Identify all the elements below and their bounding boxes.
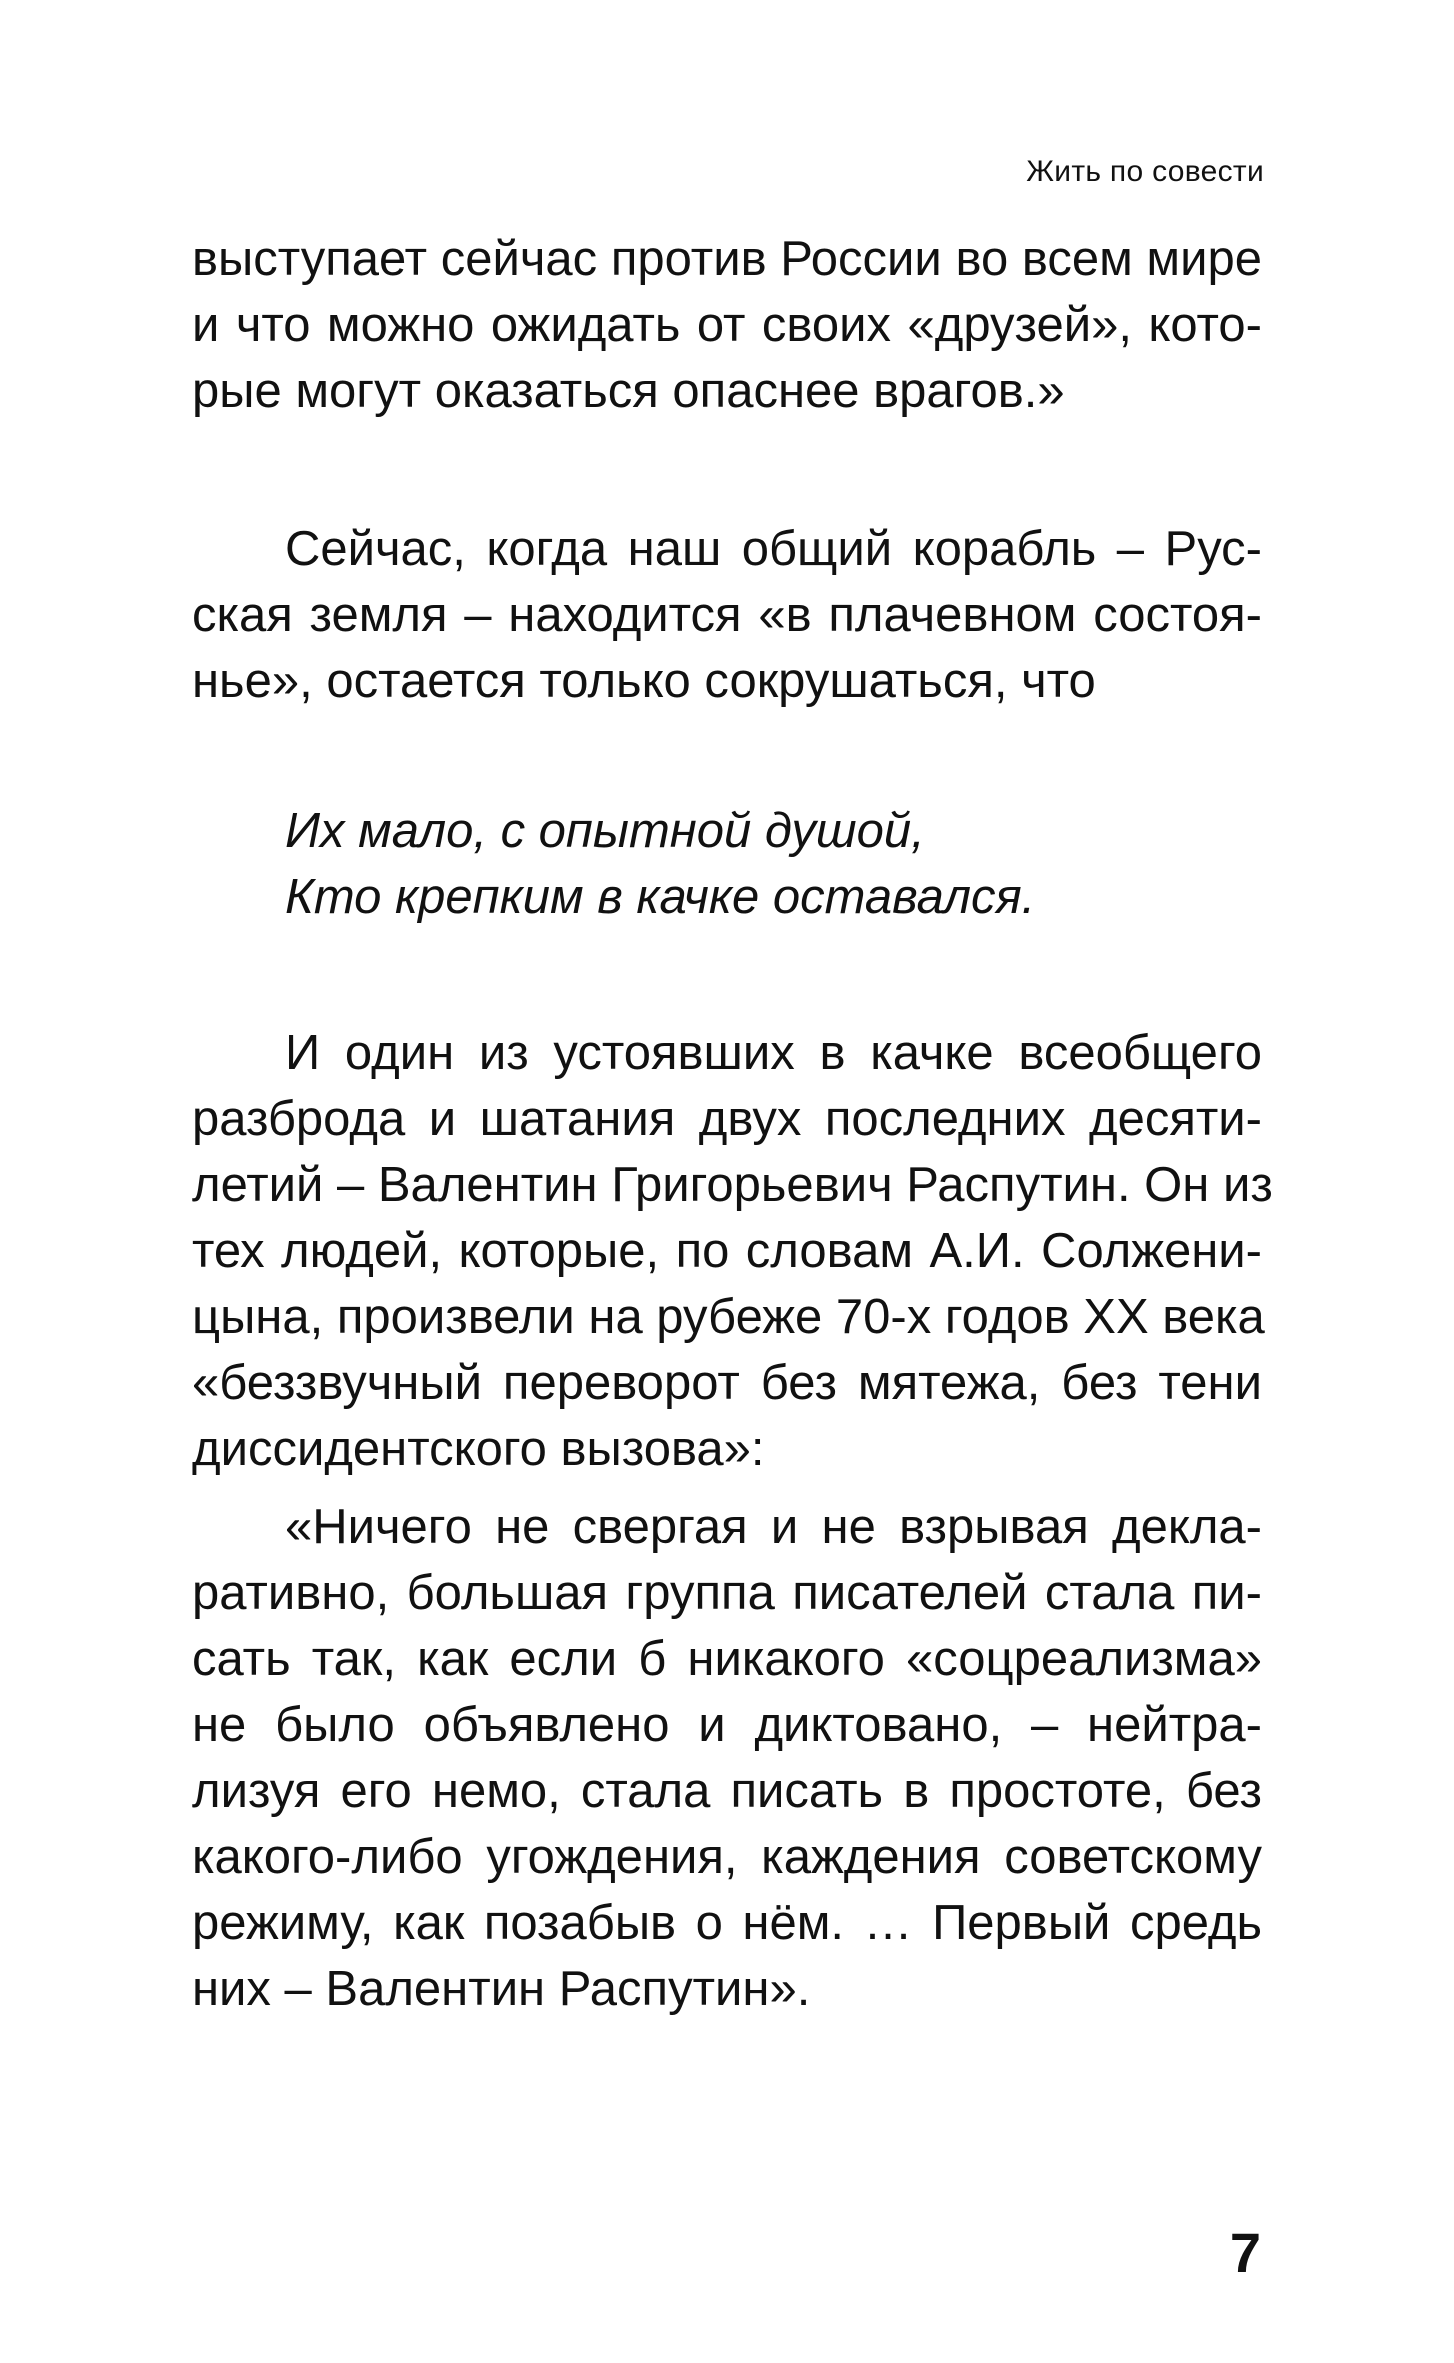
text-line: ская земля – находится «в плачевном состоя- <box>192 588 1262 642</box>
text-line: выступает сейчас против России во всем мире <box>192 232 1262 286</box>
text-line: них – Валентин Распутин». <box>192 1962 811 2016</box>
text-line: Сейчас, когда наш общий корабль – Рус- <box>285 522 1262 576</box>
text-line: не было объявлено и диктовано, – нейтра- <box>192 1698 1262 1752</box>
text-line: цына, произвели на рубеже 70-х годов XX века <box>192 1290 1265 1344</box>
text-line: ративно, большая группа писателей стала пи- <box>192 1566 1262 1620</box>
text-line: летий – Валентин Григорьевич Распутин. Он из <box>192 1158 1273 1212</box>
text-line: лизуя его немо, стала писать в простоте, без <box>192 1764 1262 1818</box>
running-header: Жить по совести <box>1026 155 1264 188</box>
text-line: «беззвучный переворот без мятежа, без тени <box>192 1356 1262 1410</box>
text-line: рые могут оказаться опаснее врагов.» <box>192 364 1065 418</box>
text-line: тех людей, которые, по словам А.И. Солжени- <box>192 1224 1262 1278</box>
text-line: сать так, как если б никакого «соцреализма» <box>192 1632 1262 1686</box>
text-line: режиму, как позабыв о нём. … Первый средь <box>192 1896 1262 1950</box>
text-line: И один из устоявших в качке всеобщего <box>285 1026 1262 1080</box>
text-line: «Ничего не свергая и не взрывая декла- <box>285 1500 1262 1554</box>
text-line: какого-либо угождения, каждения советскому <box>192 1830 1262 1884</box>
text-line: диссидентского вызова»: <box>192 1422 765 1476</box>
text-line: и что можно ожидать от своих «друзей», кото- <box>192 298 1262 352</box>
text-line: разброда и шатания двух последних десяти- <box>192 1092 1262 1146</box>
verse-line: Их мало, с опытной душой, <box>285 804 925 858</box>
verse-line: Кто крепким в качке оставался. <box>285 870 1036 924</box>
text-line: нье», остается только сокрушаться, что <box>192 654 1096 708</box>
page-number: 7 <box>1229 2221 1261 2284</box>
